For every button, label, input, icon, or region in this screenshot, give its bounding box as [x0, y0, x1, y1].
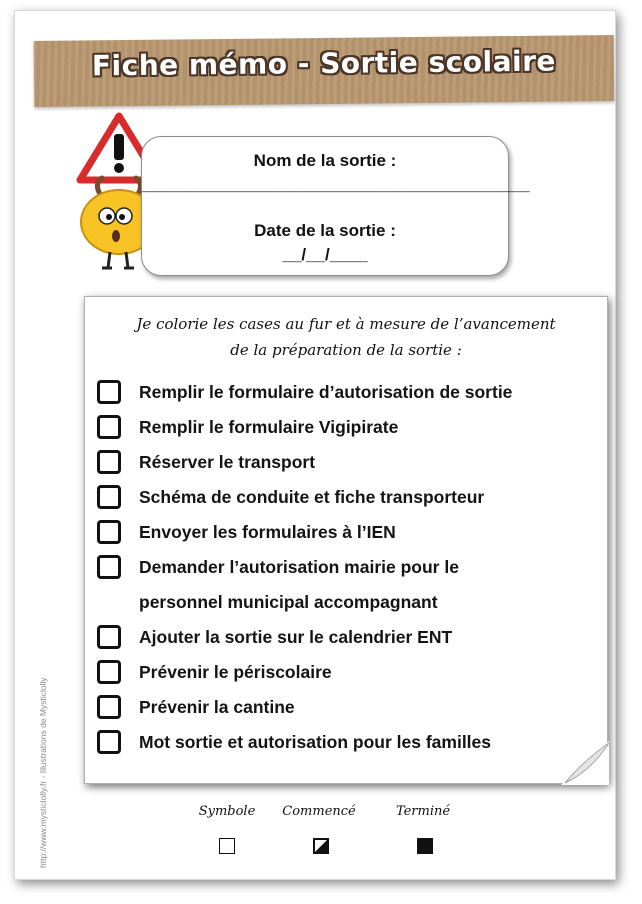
- list-item-label: Prévenir le périscolaire: [139, 662, 332, 682]
- list-item-label: Ajouter la sortie sur le calendrier ENT: [139, 627, 453, 647]
- list-item-label: Schéma de conduite et fiche transporteur: [139, 487, 485, 507]
- legend-filled-square-icon: [417, 838, 433, 854]
- legend-empty-square-icon: [219, 838, 235, 854]
- list-item-label: Remplir le formulaire Vigipirate: [139, 417, 399, 437]
- trip-date-label: Date de la sortie :: [254, 221, 396, 240]
- list-item-label: Réserver le transport: [139, 452, 316, 472]
- checkbox[interactable]: [97, 415, 121, 439]
- list-item-label: Envoyer les formulaires à l’IEN: [139, 522, 396, 542]
- trip-name-label: Nom de la sortie :: [253, 151, 397, 170]
- intro-line-2: de la préparation de la sortie :: [230, 341, 462, 359]
- checklist-intro: [85, 311, 607, 363]
- list-item-label: Demander l’autorisation mairie pour le: [139, 557, 459, 577]
- page-title: Fiche mémo - Sortie scolaire: [91, 44, 557, 83]
- checkbox[interactable]: [97, 380, 121, 404]
- trip-date-field[interactable]: __/__/____: [282, 245, 368, 264]
- legend-symbol-label: Symbole: [198, 804, 256, 819]
- credit-text: http://www.mysticlolly.fr - Illustrations de Mysticlolly: [38, 677, 48, 868]
- checklist-card: [84, 296, 608, 784]
- legend-half-square-icon: [313, 838, 329, 854]
- checkbox[interactable]: [97, 660, 121, 684]
- list-item-label: Remplir le formulaire d’autorisation de sortie: [139, 382, 513, 402]
- title-banner: [34, 35, 615, 107]
- page-curl-icon: [561, 741, 609, 785]
- list-item-label: Mot sortie et autorisation pour les familles: [139, 732, 492, 752]
- trip-info-box: [141, 136, 530, 276]
- intro-line-1: Je colorie les cases au fur et à mesure de l’avancement: [136, 315, 556, 333]
- checkbox[interactable]: [97, 555, 121, 579]
- list-item-label: Prévenir la cantine: [139, 697, 295, 717]
- list-item-label-continued: personnel municipal accompagnant: [139, 592, 438, 612]
- legend-started-label: Commencé: [282, 804, 356, 819]
- checkbox[interactable]: [97, 485, 121, 509]
- trip-name-field[interactable]: _________________________________________: [142, 175, 530, 194]
- checkbox[interactable]: [97, 450, 121, 474]
- checkbox[interactable]: [97, 730, 121, 754]
- checkbox[interactable]: [97, 695, 121, 719]
- legend-done-label: Terminé: [395, 804, 451, 819]
- checkbox[interactable]: [97, 520, 121, 544]
- checkbox[interactable]: [97, 625, 121, 649]
